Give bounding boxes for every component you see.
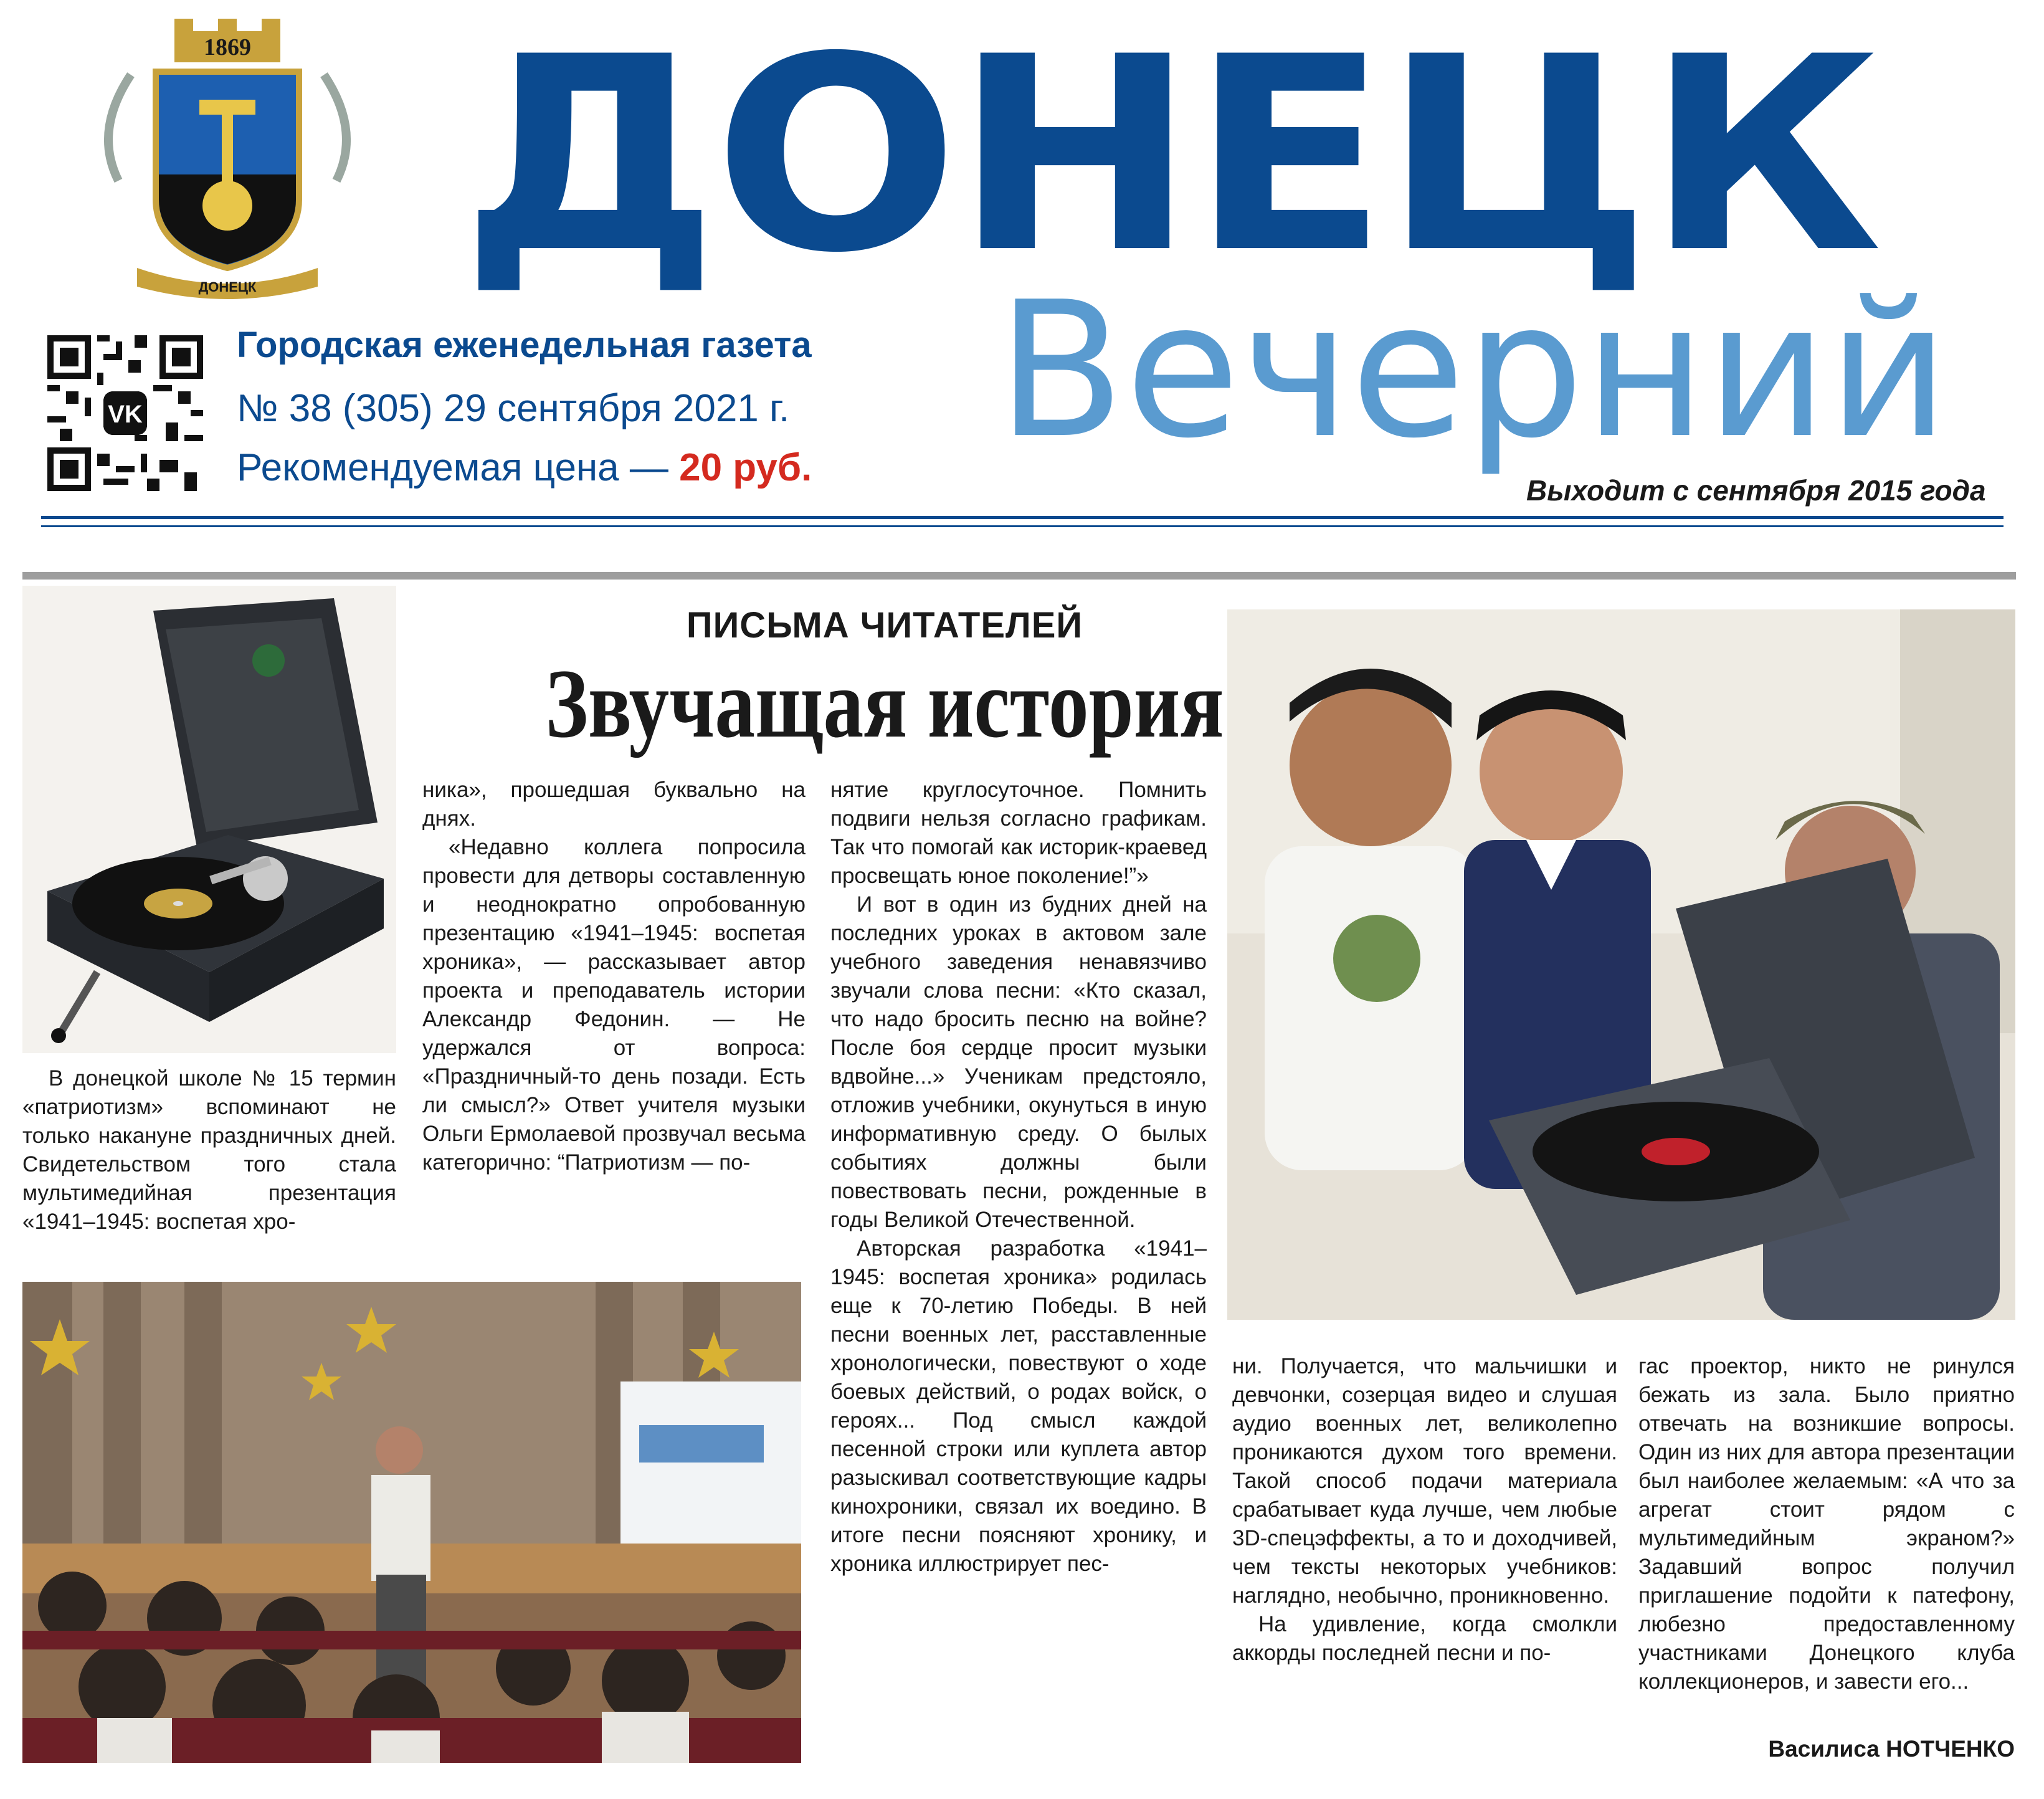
paragraph: Авторская разработка «1941–1945: воспетая хроника» родилась еще к 70-летию Победы. В ней песни военных лет, расставленные хронологически, повествуют о ходе боевых действий, о родах войск, о героях... Под смысл каждой песенной строки или куплета автор разыскивал соответствующие кадры кинохроники, связал их воедино. В итоге песни поясняют хронику, и хроника иллюстрирует пес- [830, 1236, 1207, 1576]
paragraph: ни. Получается, что мальчишки и девчонки, созерцая видео и слушая аудио военных лет, великолепно проникаются духом того времени. Такой способ подачи материала срабатывает куда лучше, чем любые 3D-спецэффекты, а то и доходчивей, чем тексты некоторых учебников: наглядно, необычно, проникновенно. [1232, 1354, 1617, 1608]
paragraph: В донецкой школе № 15 термин «патриотизм» вспоминают не только накануне праздничных дней. Свидетельством того стала мультимедийная презентация «1941–1945: воспетая хро- [22, 1066, 396, 1234]
article-column-4 [1232, 1352, 1617, 1668]
gramophone-photo [22, 586, 396, 1053]
section-divider [22, 572, 2016, 580]
price-value: 20 руб. [679, 446, 812, 489]
price-label: Рекомендуемая цена — [237, 446, 668, 489]
assembly-hall-photo [22, 1282, 801, 1763]
article-column-5 [1638, 1352, 2015, 1696]
masthead-rule-bottom [41, 525, 2004, 527]
price-line [237, 446, 812, 490]
paragraph: ника», прошедшая буквально на днях. [422, 778, 806, 831]
city-coat-of-arms [81, 19, 374, 305]
paper-type: Городская еженедельная газета [237, 325, 812, 365]
masthead-rule-top [41, 516, 2004, 519]
paragraph: «Недавно коллега попросила провести для детворы составленную и неоднократно опробованную презентацию «1941–1945: воспетая хроника», — рассказывает автор проекта и преподаватель истории Александр Федонин. — Не удержался от вопроса: «Праздничный-то день позади. Есть ли смысл?» Ответ учителя музыки Ольги Ермолаевой прозвучал весьма категорично: “Патриотизм — по- [422, 835, 806, 1175]
newspaper-title-main: ДОНЕЦК [461, 0, 1877, 312]
paragraph: И вот в один из будних дней на последних уроках в актовом зале учебного заведения ненавязчиво звучали слова песни: «Кто сказал, что надо бросить песню на войне? После боя сердце просит музыки вдвойне...» Ученикам предстояло, отложив учебники, окунуться в иную информативную среду. О былых событиях должны были повествовать песни, рожденные в годы Великой Отечественной. [830, 892, 1207, 1232]
article-headline: Звучащая история [545, 649, 1224, 758]
article-byline: Василиса НОТЧЕНКО [1768, 1736, 2015, 1762]
article-rubric: ПИСЬМА ЧИТАТЕЛЕЙ [686, 605, 1083, 646]
article-column-2 [422, 776, 806, 1177]
students-with-gramophone-photo [1227, 609, 2015, 1320]
vk-icon: VK [108, 401, 143, 428]
paragraph: нятие круглосуточное. Помнить подвиги нельзя согласно графикам. Так что помогай как историк-краевед просвещать юное поколение!”» [830, 778, 1207, 888]
coat-year: 1869 [204, 34, 251, 60]
article-column-1 [22, 1064, 396, 1236]
paragraph: гас проектор, никто не ринулся бежать из зала. Было приятно отвечать на возникшие вопросы. Один из них для автора презентации был наиболее желаемым: «А что за агрегат стоит рядом с мультимедийным экраном?» Задавший вопрос получил приглашение подойти к патефону, любезно предоставленному участниками Донецкого клуба коллекционеров, и завести его... [1638, 1354, 2015, 1694]
newspaper-title-sub: Вечерний [997, 262, 1949, 479]
article-column-3 [830, 776, 1207, 1578]
published-since: Выходит с сентября 2015 года [1526, 474, 1986, 507]
qr-code [47, 335, 203, 491]
paragraph: На удивление, когда смолкли аккорды последней песни и по- [1232, 1612, 1617, 1665]
issue-number-date: № 38 (305) 29 сентября 2021 г. [237, 387, 790, 430]
coat-ribbon-text: ДОНЕЦК [198, 279, 257, 295]
